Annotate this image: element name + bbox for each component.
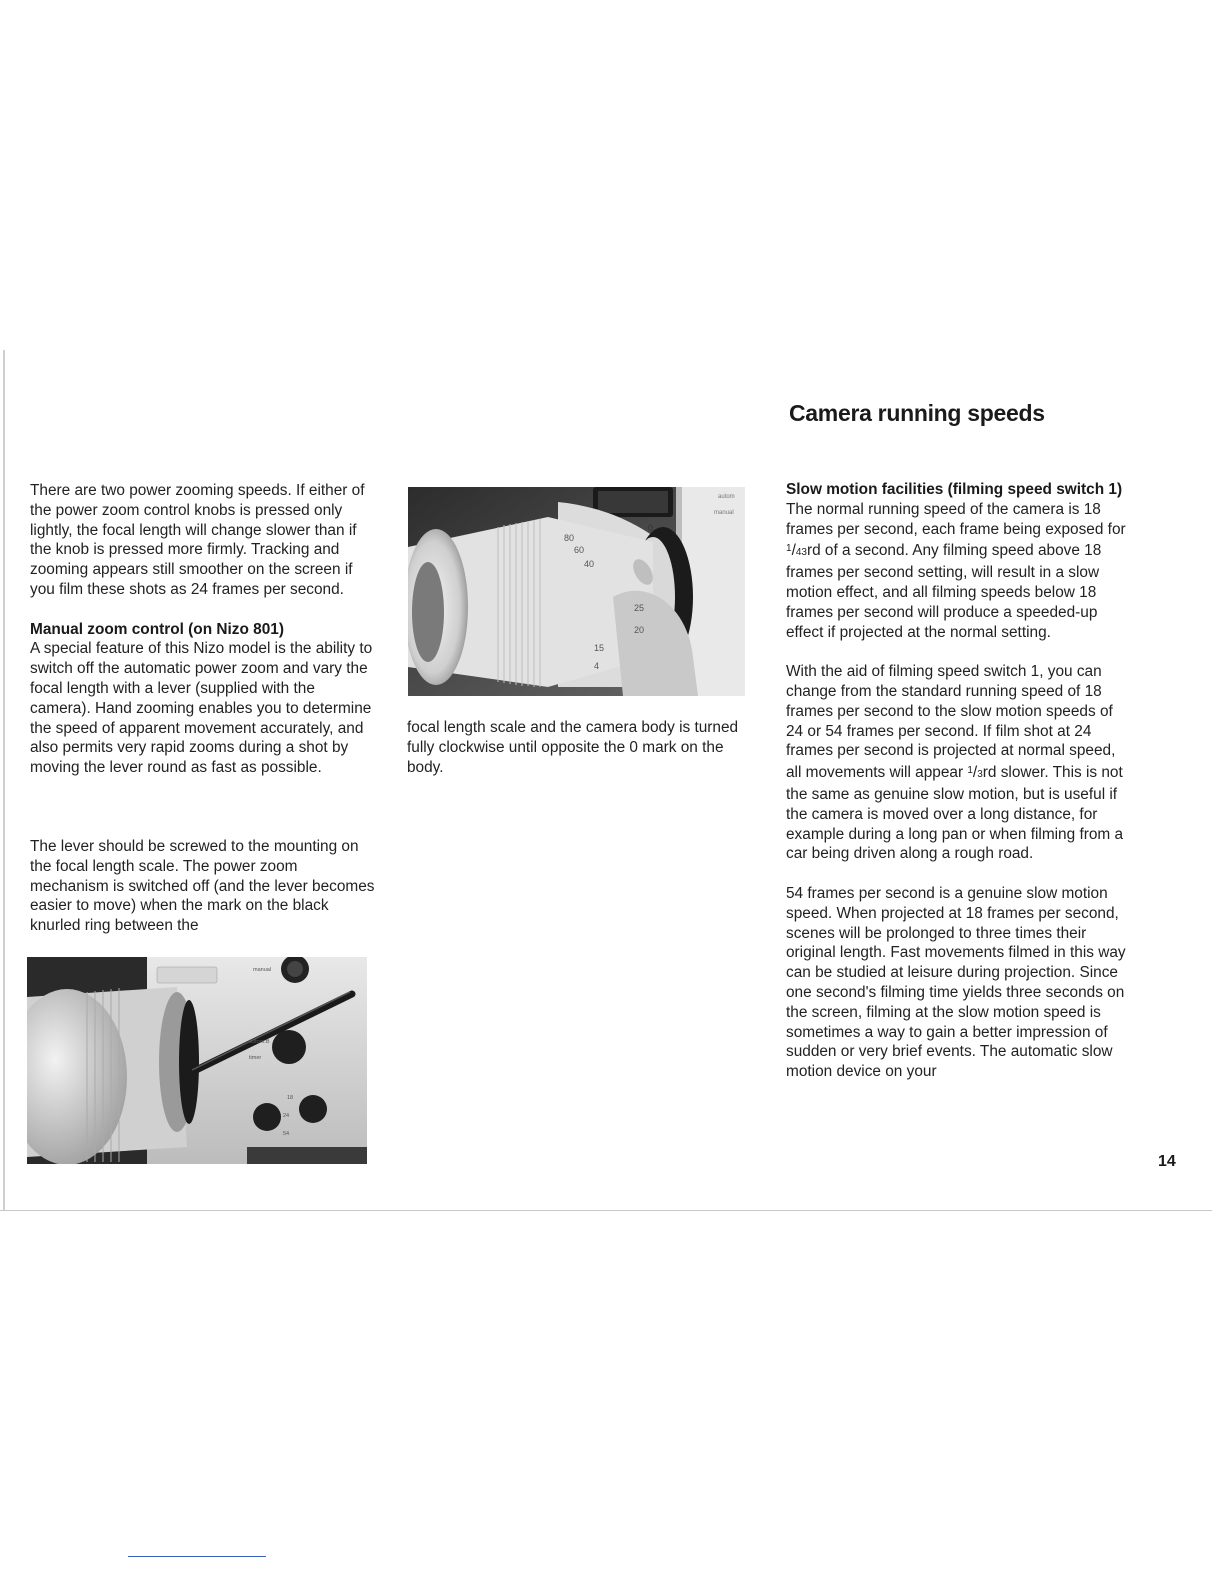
scale-number-4: 4 [594,661,600,671]
label-autom-b: autom.B [249,1039,270,1045]
scale-number-40: 40 [584,559,595,569]
manual-zoom-heading: Manual zoom control (on Nizo 801) [30,620,284,638]
column-middle [407,718,747,797]
zoom-speeds-paragraph: There are two power zooming speeds. If either of the power zoom control knobs is pressed only lightly, the focal length will change slower than if the knob is pressed more firmly. Tracking and zooming appears still smoother on the screen if you film these shots as 24 frames per second. [30,482,365,598]
label-manual: manual [714,510,734,516]
speed-switch-paragraph: With the aid of filming speed switch 1, you can change from the standard running speed of 18 frames per second to the slow motion speeds of 24 or 54 frames per second. If film shot at 24 frames per second is projected at normal speed, all movements will appear $^1$/3rd slower. This is not the same as genuine slow motion, but is useful if the camera is moved over a long distance, for example during a long pan or when filming from a car being driven along a rough road. [786,663,1124,863]
column-left-top [30,481,375,798]
page-bottom-edge [0,1210,1212,1211]
speed-mark-24: 24 [283,1113,290,1119]
genuine-slow-motion-paragraph: 54 frames per second is a genuine slow motion speed. When projected at 18 frames per second, scenes will be prolonged to three times their original length. Fast movements filmed in this way can be studied at leisure during projection. Since one second's filming time yields three seconds on the screen, filming at the slow motion speed is sometimes a way to gain a better impression of sudden or very brief events. The automatic slow motion device on your [786,884,1126,1081]
scale-number-25: 25 [634,603,645,613]
label-autom: autom [718,494,735,500]
slow-motion-heading: Slow motion facilities (filming speed switch 1) [786,481,1123,498]
page-number: 14 [1158,1153,1176,1170]
label-zero: 0 [648,523,654,533]
speed-mark-54: 54 [283,1131,290,1137]
lever-paragraph: The lever should be screwed to the mounting on the focal length scale. The power zoom mechanism is switched off (and the lever becomes easier to move) when the mark on the black knurled ring between the [30,838,375,935]
scale-number-15: 15 [594,643,605,653]
label-timer: timer [249,1055,262,1061]
continuation-paragraph: focal length scale and the camera body is turned fully clockwise until opposite the 0 mark on the body. [407,719,739,776]
lens-zoom-ring-photo [408,487,745,696]
speed-mark-18: 18 [287,1095,294,1101]
manual-zoom-paragraph: A special feature of this Nizo model is the ability to switch off the automatic power zoom and vary the focal length with a lever (supplied with the camera). Hand zooming enables you to determine the speed of apparent movement accurately, and also permits very rapid zooms during a shot by moving the lever round as fast as possible. [30,640,373,777]
scale-number-80: 80 [564,533,575,543]
scan-mark-line [128,1556,266,1557]
scale-number-20: 20 [634,625,645,635]
column-right [786,480,1131,1102]
scale-number-60: 60 [574,545,585,555]
page-edge-shadow [3,350,5,1210]
column-left-bottom [30,837,375,956]
camera-zoom-lever-photo [27,957,367,1164]
page-title: Camera running speeds [789,400,1045,426]
label-manual-bottom: manual [253,967,272,973]
normal-speed-paragraph: The normal running speed of the camera is 18 frames per second, each frame being exposed for $^1$/43rd of a second. Any filming speed above 18 frames per second setting, will result in a slow motion effect, and all filming speeds below 18 frames per second will produce a speeded-up effect if projected at the normal setting. [786,500,1126,641]
